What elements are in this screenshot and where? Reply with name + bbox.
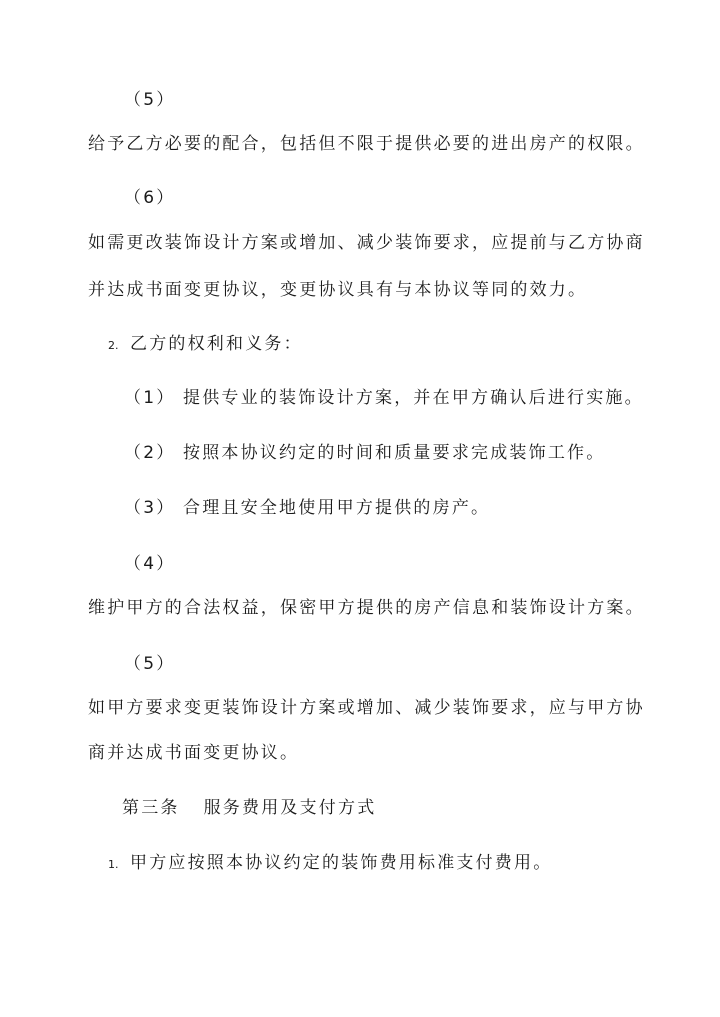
item-marker: （5）: [124, 654, 176, 674]
article-heading: [122, 797, 376, 819]
paragraph: 如甲方要求变更装饰设计方案或增加、减少装饰要求，应与甲方协: [88, 698, 645, 718]
clause-number: 1.: [108, 858, 119, 871]
paragraph: 如需更改装饰设计方案或增加、减少装饰要求，应提前与乙方协商: [88, 233, 645, 253]
paragraph: 并达成书面变更协议，变更协议具有与本协议等同的效力。: [88, 280, 588, 300]
paragraph: 商并达成书面变更协议。: [88, 743, 300, 763]
paragraph: 维护甲方的合法权益，保密甲方提供的房产信息和装饰设计方案。: [88, 598, 645, 618]
item-text: 提供专业的装饰设计方案，并在甲方确认后进行实施。: [183, 388, 644, 408]
clause: [108, 852, 552, 876]
item-marker: （1）: [124, 388, 176, 408]
article-number: 第三条: [122, 798, 180, 818]
list-item: [124, 387, 644, 409]
section-number: 2.: [108, 339, 119, 352]
list-item: [124, 497, 490, 519]
item-marker: （3）: [124, 498, 176, 518]
section-title: 乙方的权利和义务：: [130, 334, 303, 354]
item-marker: （2）: [124, 443, 176, 463]
item-marker: （6）: [124, 188, 176, 208]
item-text: 按照本协议约定的时间和质量要求完成装饰工作。: [183, 443, 606, 463]
item-text: 合理且安全地使用甲方提供的房产。: [183, 498, 491, 518]
clause-text: 甲方应按照本协议约定的装饰费用标准支付费用。: [130, 853, 553, 873]
article-title: 服务费用及支付方式: [203, 798, 377, 818]
item-marker: （5）: [124, 90, 176, 110]
section-heading: [108, 333, 303, 357]
item-marker: （4）: [124, 554, 176, 574]
paragraph: 给予乙方必要的配合，包括但不限于提供必要的进出房产的权限。: [88, 134, 645, 154]
list-item: [124, 442, 605, 464]
